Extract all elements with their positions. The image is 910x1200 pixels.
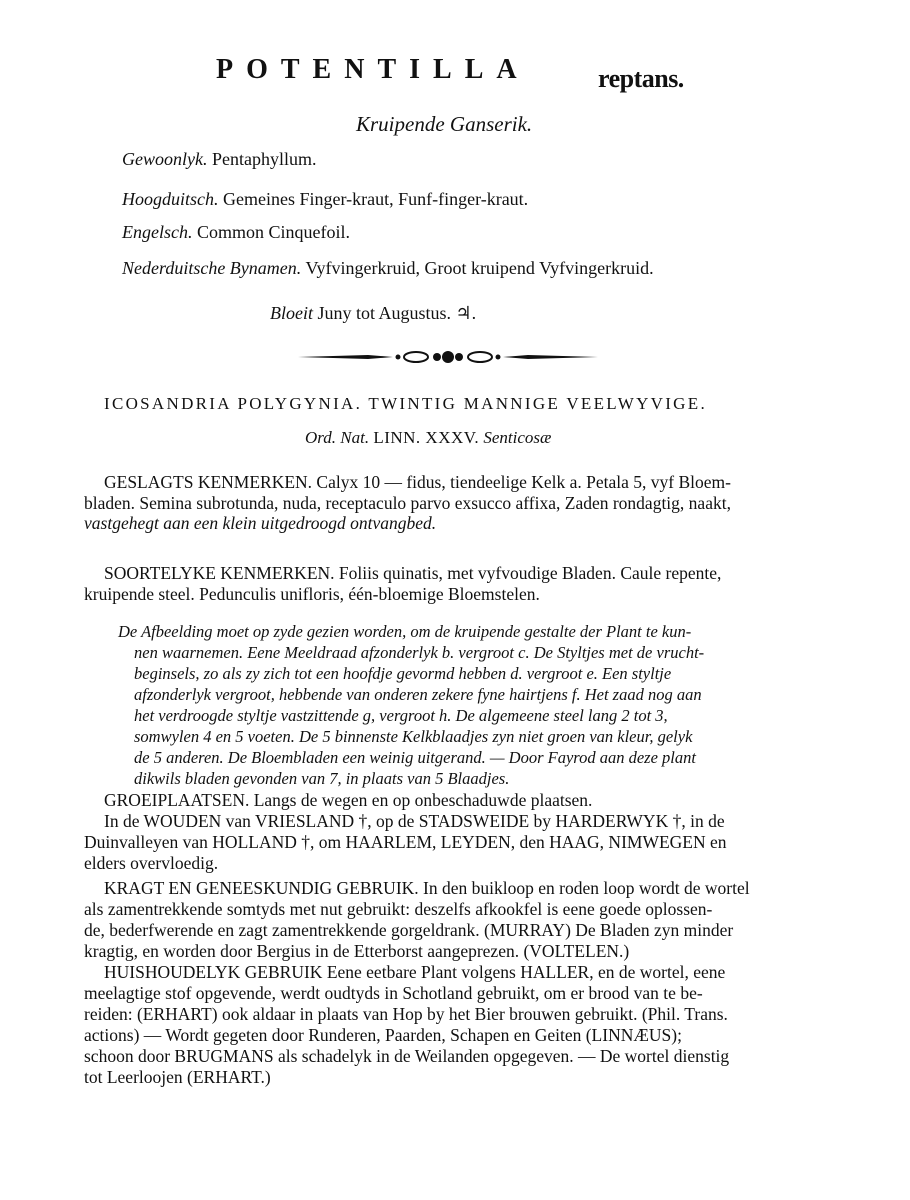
synonym-line [122,149,316,170]
synonym-label: Engelsch. [122,222,193,242]
order-linn: LINN. XXXV. [373,428,480,447]
synonym-line [122,222,350,243]
note-line: beginsels, zo als zy zich tot een hoofdje gevormd hebben d. vergroot e. Een styltje [134,664,672,683]
note-line: somwylen 4 en 5 voeten. De 5 binnenste Kelkblaadjes zyn niet groen van kleur, gelyk [134,727,693,746]
bloom-line [270,303,476,324]
habitat-line: elders overvloedig. [84,853,219,873]
synonym-label: Nederduitsche Bynamen. [122,258,302,278]
ornament-divider [298,347,598,367]
note-line: dikwils bladen gevonden van 7, in plaats van 5 Blaadjes. [134,769,510,788]
synonym-value: Pentaphyllum. [211,149,317,169]
synonym-line [122,189,528,210]
note-line: De Afbeelding moet op zyde gezien worden, om de kruipende gestalte der Plant te kun- [118,622,692,641]
synonym-label: Gewoonlyk. [122,149,208,169]
order-label: Ord. Nat. [305,428,370,447]
natural-order [305,428,551,448]
species-line: kruipende steel. Pedunculis unifloris, één-bloemige Bloemstelen. [84,584,540,604]
classification: ICOSANDRIA POLYGYNIA. TWINTIG MANNIGE VEELWYVIGE. [104,394,707,413]
synonym-value: Gemeines Finger-kraut, Funf-finger-kraut. [223,189,529,209]
note-line: nen waarnemen. Eene Meeldraad afzonderlyk b. vergroot c. De Styltjes met de vrucht- [134,643,705,662]
household-line: reiden: (ERHART) ook aldaar in plaats van Hop by het Bier brouwen gebruikt. (Phil. Trans. [84,1004,728,1024]
synonym-label: Hoogduitsch. [122,189,219,209]
note-line: de 5 anderen. De Bloembladen een weinig uitgerand. — Door Fayrod aan deze plant [134,748,696,767]
title-species: reptans. [598,64,684,93]
bloom-value: Juny tot Augustus. ♃. [317,303,477,323]
genus-line: GESLAGTS KENMERKEN. Calyx 10 — fidus, tiendeelige Kelk a. Petala 5, vyf Bloem- [104,472,731,492]
medical-line: KRAGT EN GENEESKUNDIG GEBRUIK. In den buikloop en roden loop wordt de wortel [104,878,750,898]
genus-line: vastgehegt aan een klein uitgedroogd ontvangbed. [84,513,437,533]
habitat-line: In de WOUDEN van VRIESLAND †, op de STADSWEIDE by HARDERWYK †, in de [104,811,725,831]
medical-line: als zamentrekkende somtyds met nut gebruikt: deszelfs afkookfel is eene goede oplossen- [84,899,713,919]
habitat-line: GROEIPLAATSEN. Langs de wegen en op onbeschaduwde plaatsen. [104,790,593,810]
household-line: tot Leerloojen (ERHART.) [84,1067,271,1087]
order-name: Senticosæ [483,428,552,447]
synonym-value: Common Cinquefoil. [196,222,350,242]
bloom-label: Bloeit [270,303,313,323]
household-line: actions) — Wordt gegeten door Runderen, Paarden, Schapen en Geiten (LINNÆUS); [84,1025,682,1045]
species-line: SOORTELYKE KENMERKEN. Foliis quinatis, met vyfvoudige Bladen. Caule repente, [104,563,722,583]
medical-line: kragtig, en worden door Bergius in de Etterborst aangeprezen. (VOLTELEN.) [84,941,630,961]
title-genus: POTENTILLA [216,54,530,85]
habitat-line: Duinvalleyen van HOLLAND †, om HAARLEM, LEYDEN, den HAAG, NIMWEGEN en [84,832,727,852]
genus-line: bladen. Semina subrotunda, nuda, receptaculo parvo exsucco affixa, Zaden rondagtig, naakt, [84,493,731,513]
household-line: schoon door BRUGMANS als schadelyk in de Weilanden opgegeven. — De wortel dienstig [84,1046,730,1066]
medical-line: de, bederfwerende en zagt zamentrekkende gorgeldrank. (MURRAY) De Bladen zyn minder [84,920,734,940]
household-line: HUISHOUDELYK GEBRUIK Eene eetbare Plant volgens HALLER, en de wortel, eene [104,962,726,982]
synonym-value: Vyfvingerkruid, Groot kruipend Vyfvingerkruid. [305,258,654,278]
note-line: afzonderlyk vergroot, hebbende van onderen zekere fyne hairtjens f. Het zaad nog aan [134,685,702,704]
synonym-line [122,258,654,279]
household-line: meelagtige stof opgevende, werdt oudtyds in Schotland gebruikt, om er brood van te be- [84,983,703,1003]
note-line: het verdroogde styltje vastzittende g, vergroot h. De algemeene steel lang 2 tot 3, [134,706,668,725]
subtitle: Kruipende Ganserik. [356,112,533,136]
